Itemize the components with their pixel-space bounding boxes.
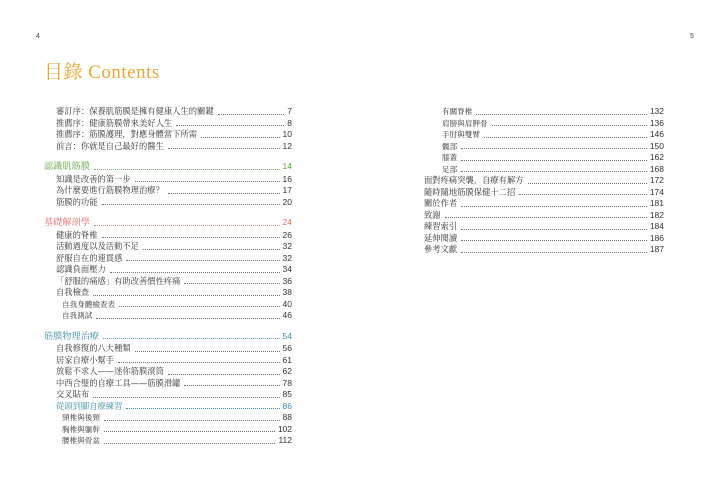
leader-dots xyxy=(168,374,280,375)
toc-entry-label: 頸椎與後頸 xyxy=(62,413,100,422)
toc-page-number: 26 xyxy=(282,229,292,240)
leader-dots xyxy=(104,431,275,432)
toc-entry-label: 健康的脊椎 xyxy=(56,229,98,240)
leader-dots xyxy=(103,338,279,339)
leader-dots xyxy=(476,114,646,115)
toc-entry-label: 關於作者 xyxy=(424,198,458,208)
toc-entry[interactable] xyxy=(44,106,292,118)
toc-entry[interactable] xyxy=(424,106,664,118)
leader-dots xyxy=(119,306,279,307)
toc-page-number: 184 xyxy=(649,221,664,231)
toc-section-entry[interactable] xyxy=(44,217,292,230)
leader-dots xyxy=(96,318,279,319)
toc-page-number: 24 xyxy=(282,217,292,227)
toc-entry[interactable] xyxy=(44,401,292,413)
toc-entry[interactable] xyxy=(44,264,292,276)
toc-entry-label: 隨時隨地筋膜保健十二招 xyxy=(424,186,516,197)
leader-dots xyxy=(484,137,647,138)
toc-entry[interactable] xyxy=(44,287,292,299)
toc-page-number: 168 xyxy=(649,163,664,174)
leader-dots xyxy=(445,217,647,218)
page-number-left: 4 xyxy=(36,33,40,40)
toc-page-number: 162 xyxy=(649,152,664,162)
toc-section-entry[interactable] xyxy=(44,331,292,344)
toc-entry[interactable] xyxy=(44,343,292,355)
toc-entry[interactable] xyxy=(424,164,664,176)
leader-dots xyxy=(93,295,279,296)
leader-dots xyxy=(201,137,279,138)
leader-dots xyxy=(461,252,647,253)
toc-page-number: 174 xyxy=(649,186,664,197)
leader-dots xyxy=(143,249,280,250)
toc-entry-label: 自我測試 xyxy=(62,311,93,320)
toc-section-entry[interactable] xyxy=(424,187,664,199)
leader-dots xyxy=(176,125,284,126)
leader-dots xyxy=(104,443,275,444)
toc-page-number: 86 xyxy=(282,400,292,411)
toc-entry-label: 肩膀與肩胛骨 xyxy=(442,118,488,128)
toc-left-column xyxy=(44,106,292,447)
toc-entry-label: 膝蓋 xyxy=(442,153,458,162)
page-title: 目錄 Contents xyxy=(44,62,160,83)
leader-dots xyxy=(118,362,279,363)
leader-dots xyxy=(184,385,279,386)
leader-dots xyxy=(168,148,280,149)
leader-dots xyxy=(168,193,280,194)
toc-entry-label: 有關脊椎 xyxy=(442,107,473,116)
toc-entry-label: 認識負面壓力 xyxy=(56,264,106,274)
toc-entry[interactable] xyxy=(44,366,292,378)
toc-section-entry[interactable] xyxy=(424,210,664,222)
toc-page-number: 102 xyxy=(277,423,292,434)
toc-page-number: 181 xyxy=(649,198,664,208)
toc-page-number: 38 xyxy=(282,287,292,297)
toc-entry-label: 舒服自在的連貫感 xyxy=(56,252,123,263)
toc-page-number: 7 xyxy=(287,106,292,116)
toc-entry-label: 筋膜的功能 xyxy=(56,196,98,207)
leader-dots xyxy=(461,148,647,149)
toc-entry-label: 認識肌筋膜 xyxy=(44,161,90,172)
toc-entry-label: 交叉貼布 xyxy=(56,389,90,399)
toc-page-number: 40 xyxy=(282,298,292,309)
leader-dots xyxy=(461,206,647,207)
toc-entry-label: 放鬆不求人——迷你筋膜滾筒 xyxy=(56,366,164,376)
toc-entry[interactable] xyxy=(44,129,292,141)
leader-dots xyxy=(94,225,280,226)
toc-entry[interactable] xyxy=(44,310,292,322)
toc-page-number: 34 xyxy=(282,264,292,274)
leader-dots xyxy=(93,397,279,398)
toc-entry-label: 腰椎與骨盆 xyxy=(62,436,100,445)
toc-entry[interactable] xyxy=(44,230,292,242)
leader-dots xyxy=(519,194,647,195)
toc-page-number: 85 xyxy=(282,389,292,399)
toc-entry-label: 推薦序：健康筋膜帶來美好人生 xyxy=(56,117,173,128)
toc-entry-label: 知識是改善的第一步 xyxy=(56,173,131,184)
leader-dots xyxy=(461,229,647,230)
toc-entry-label: 自我檢查 xyxy=(56,287,90,297)
toc-entry-label: 前言：你就是自己最好的醫生 xyxy=(56,140,164,151)
toc-entry-label: 審訂序：保養肌筋膜是擁有健康人生的關鍵 xyxy=(56,106,214,116)
toc-page-number: 10 xyxy=(282,129,292,139)
toc-page-number: 56 xyxy=(282,343,292,353)
toc-entry-label: 「舒服的痛感」有助改善慣性疼痛 xyxy=(56,275,181,286)
leader-dots xyxy=(135,181,280,182)
toc-entry-label: 參考文獻 xyxy=(424,244,458,254)
toc-entry[interactable] xyxy=(44,412,292,424)
toc-entry-label: 從頭到腳自療練習 xyxy=(56,400,123,411)
leader-dots xyxy=(461,160,647,161)
toc-page-number: 32 xyxy=(282,241,292,251)
leader-dots xyxy=(94,169,280,170)
toc-entry-label: 基礎解剖學 xyxy=(44,217,90,228)
toc-entry-label: 活動過度以及活動不足 xyxy=(56,241,139,251)
toc-entry[interactable] xyxy=(44,424,292,436)
page-number-right: 5 xyxy=(690,33,694,40)
toc-page-number: 16 xyxy=(282,173,292,184)
leader-dots xyxy=(102,204,280,205)
leader-dots xyxy=(126,408,279,409)
leader-dots xyxy=(461,240,647,241)
toc-entry[interactable] xyxy=(44,253,292,265)
toc-page-number: 182 xyxy=(649,209,664,220)
toc-entry-label: 練習索引 xyxy=(424,221,458,231)
toc-page-number: 32 xyxy=(282,252,292,263)
toc-entry-label: 胸椎與軀幹 xyxy=(62,424,100,434)
toc-section-entry[interactable] xyxy=(44,161,292,174)
leader-dots xyxy=(528,183,647,184)
toc-entry[interactable] xyxy=(44,241,292,253)
toc-right-column xyxy=(424,106,664,256)
toc-entry[interactable] xyxy=(424,141,664,153)
toc-page-number: 172 xyxy=(649,175,664,185)
toc-entry-label: 致謝 xyxy=(424,209,441,220)
toc-entry[interactable] xyxy=(44,355,292,367)
toc-page-number: 62 xyxy=(282,366,292,376)
toc-page-number: 8 xyxy=(287,117,292,128)
leader-dots xyxy=(135,351,280,352)
toc-entry-label: 自我修復的八大種類 xyxy=(56,343,131,353)
toc-page-number: 54 xyxy=(282,330,292,341)
toc-entry[interactable] xyxy=(44,174,292,186)
toc-entry-label: 筋膜物理治療 xyxy=(44,330,100,342)
toc-section-entry[interactable] xyxy=(424,175,664,187)
toc-page-number: 132 xyxy=(649,106,664,116)
toc-entry-label: 為什麼要進行筋膜物理治療？ xyxy=(56,185,164,195)
toc-page-number: 150 xyxy=(649,140,664,151)
leader-dots xyxy=(126,260,279,261)
toc-section-entry[interactable] xyxy=(424,244,664,256)
leader-dots xyxy=(104,420,280,421)
toc-entry[interactable] xyxy=(424,129,664,141)
toc-entry[interactable] xyxy=(424,152,664,164)
toc-entry-label: 手肘與雙臂 xyxy=(442,130,480,139)
toc-page-number: 20 xyxy=(282,196,292,207)
toc-page-number: 12 xyxy=(282,140,292,151)
toc-page-number: 146 xyxy=(649,129,664,139)
toc-entry-label: 推薦序：筋膜護理，對應身體當下所需 xyxy=(56,129,198,139)
toc-page-number: 61 xyxy=(282,354,292,365)
toc-page-number: 186 xyxy=(649,232,664,243)
leader-dots xyxy=(461,171,647,172)
toc-entry[interactable] xyxy=(44,118,292,130)
toc-entry-label: 足部 xyxy=(442,164,458,174)
toc-entry[interactable] xyxy=(44,197,292,209)
toc-entry[interactable] xyxy=(44,299,292,311)
toc-page-number: 112 xyxy=(278,435,292,445)
toc-page-number: 46 xyxy=(282,310,292,320)
toc-page-number: 136 xyxy=(649,117,664,128)
toc-entry[interactable] xyxy=(44,185,292,197)
toc-section-entry[interactable] xyxy=(424,233,664,245)
toc-entry[interactable] xyxy=(44,141,292,153)
toc-page-number: 17 xyxy=(282,185,292,195)
toc-section-entry[interactable] xyxy=(424,198,664,210)
leader-dots xyxy=(102,237,280,238)
toc-section-entry[interactable] xyxy=(424,221,664,233)
toc-entry-label: 面對疼痛突襲，自療有解方 xyxy=(424,175,524,185)
leader-dots xyxy=(218,114,285,115)
toc-entry[interactable] xyxy=(44,435,292,447)
toc-page-number: 14 xyxy=(282,161,292,171)
toc-entry-label: 延伸閱讀 xyxy=(424,232,458,243)
toc-entry[interactable] xyxy=(44,389,292,401)
toc-entry[interactable] xyxy=(44,378,292,390)
leader-dots xyxy=(184,283,279,284)
toc-entry[interactable] xyxy=(424,118,664,130)
toc-page-number: 187 xyxy=(649,244,664,254)
toc-entry-label: 中西合璧的自療工具——筋膜滑罐 xyxy=(56,377,181,388)
leader-dots xyxy=(110,272,280,273)
toc-entry-label: 髖部 xyxy=(442,141,458,151)
toc-page-number: 78 xyxy=(282,377,292,388)
toc-entry-label: 自我身體檢查表 xyxy=(62,299,116,309)
toc-page-number: 88 xyxy=(282,412,292,422)
toc-entry[interactable] xyxy=(44,276,292,288)
leader-dots xyxy=(492,125,647,126)
toc-entry-label: 居家自療小幫手 xyxy=(56,354,115,365)
toc-page-number: 36 xyxy=(282,275,292,286)
